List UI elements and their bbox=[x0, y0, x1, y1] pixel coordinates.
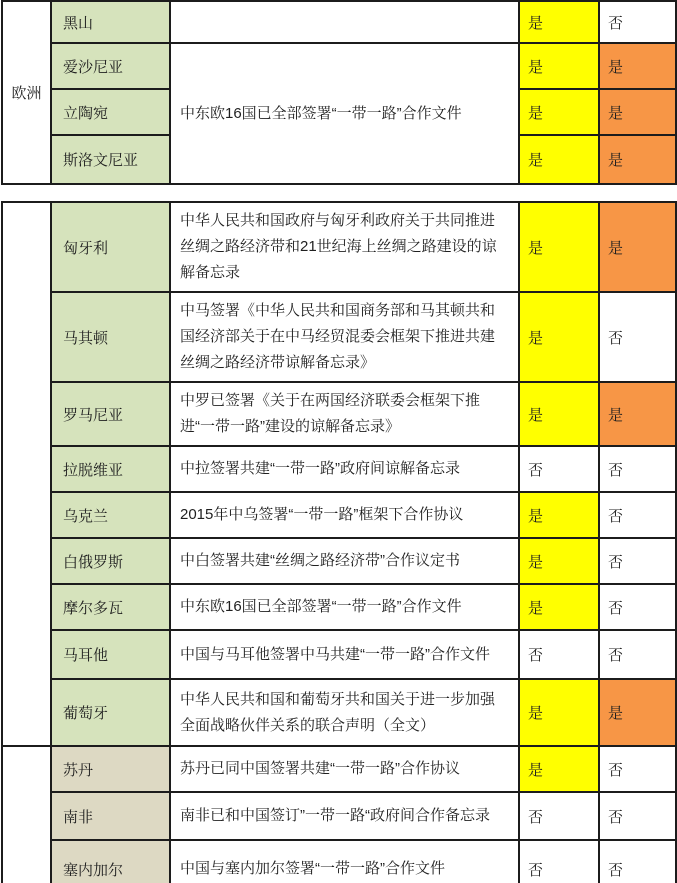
flag1-cell: 是 bbox=[519, 538, 599, 584]
country-cell: 南非 bbox=[51, 792, 170, 840]
table-row bbox=[2, 584, 676, 630]
table-row bbox=[2, 538, 676, 584]
country-cell: 斯洛文尼亚 bbox=[51, 135, 170, 184]
agreement-cell: 中国与塞内加尔签署“一带一路”合作文件 bbox=[170, 840, 519, 883]
flag2-cell: 否 bbox=[599, 538, 676, 584]
country-cell: 罗马尼亚 bbox=[51, 382, 170, 446]
flag2-cell: 否 bbox=[599, 746, 676, 792]
country-cell: 马其顿 bbox=[51, 292, 170, 382]
flag1-cell: 是 bbox=[519, 679, 599, 746]
table-row bbox=[2, 292, 676, 382]
country-cell: 摩尔多瓦 bbox=[51, 584, 170, 630]
country-cell: 爱沙尼亚 bbox=[51, 43, 170, 89]
agreement-cell: 苏丹已同中国签署共建“一带一路”合作协议 bbox=[170, 746, 519, 792]
country-cell: 匈牙利 bbox=[51, 202, 170, 292]
flag1-cell: 否 bbox=[519, 840, 599, 883]
agreement-cell: 中国与马耳他签署中马共建“一带一路”合作文件 bbox=[170, 630, 519, 679]
agreement-cell: 2015年中乌签署“一带一路”框架下合作协议 bbox=[170, 492, 519, 538]
flag2-cell: 否 bbox=[599, 630, 676, 679]
flag2-cell: 否 bbox=[599, 492, 676, 538]
table-row bbox=[2, 492, 676, 538]
country-cell: 立陶宛 bbox=[51, 89, 170, 135]
flag2-cell: 是 bbox=[599, 382, 676, 446]
table-row bbox=[2, 679, 676, 746]
flag2-cell: 否 bbox=[599, 1, 676, 43]
country-cell: 黑山 bbox=[51, 1, 170, 43]
flag1-cell: 是 bbox=[519, 135, 599, 184]
table-row bbox=[2, 746, 676, 792]
region-cell-europe: 欧洲 bbox=[2, 1, 51, 184]
belt-road-table-lower bbox=[1, 201, 677, 883]
flag2-cell: 否 bbox=[599, 840, 676, 883]
flag2-cell: 否 bbox=[599, 292, 676, 382]
country-cell: 塞内加尔 bbox=[51, 840, 170, 883]
table-row bbox=[2, 202, 676, 292]
flag1-cell: 否 bbox=[519, 630, 599, 679]
belt-road-table-upper bbox=[1, 0, 677, 185]
agreement-cell: 中白签署共建“丝绸之路经济带”合作议定书 bbox=[170, 538, 519, 584]
region-cell-africa bbox=[2, 746, 51, 883]
table-row bbox=[2, 630, 676, 679]
agreement-cell: 中华人民共和国和葡萄牙共和国关于进一步加强全面战略伙伴关系的联合声明（全文） bbox=[170, 679, 519, 746]
flag1-cell: 是 bbox=[519, 492, 599, 538]
flag1-cell: 否 bbox=[519, 792, 599, 840]
flag2-cell: 是 bbox=[599, 679, 676, 746]
flag2-cell: 否 bbox=[599, 792, 676, 840]
agreement-cell bbox=[170, 1, 519, 43]
flag1-cell: 是 bbox=[519, 584, 599, 630]
table-row bbox=[2, 792, 676, 840]
agreement-cell-merged: 中东欧16国已全部签署“一带一路”合作文件 bbox=[170, 43, 519, 184]
flag2-cell: 否 bbox=[599, 446, 676, 492]
flag1-cell: 否 bbox=[519, 446, 599, 492]
agreement-cell: 中拉签署共建“一带一路”政府间谅解备忘录 bbox=[170, 446, 519, 492]
country-cell: 拉脱维亚 bbox=[51, 446, 170, 492]
country-cell: 乌克兰 bbox=[51, 492, 170, 538]
agreement-cell: 中东欧16国已全部签署“一带一路”合作文件 bbox=[170, 584, 519, 630]
flag2-cell: 是 bbox=[599, 202, 676, 292]
flag1-cell: 是 bbox=[519, 292, 599, 382]
agreement-cell: 中华人民共和国政府与匈牙利政府关于共同推进丝绸之路经济带和21世纪海上丝绸之路建设的谅解备忘录 bbox=[170, 202, 519, 292]
flag1-cell: 是 bbox=[519, 746, 599, 792]
agreement-cell: 南非已和中国签订”一带一路“政府间合作备忘录 bbox=[170, 792, 519, 840]
agreement-cell: 中马签署《中华人民共和国商务部和马其顿共和国经济部关于在中马经贸混委会框架下推进共建丝绸之路经济带谅解备忘录》 bbox=[170, 292, 519, 382]
flag1-cell: 是 bbox=[519, 43, 599, 89]
table-row bbox=[2, 1, 676, 43]
flag2-cell: 否 bbox=[599, 584, 676, 630]
agreement-cell: 中罗已签署《关于在两国经济联委会框架下推进“一带一路”建设的谅解备忘录》 bbox=[170, 382, 519, 446]
flag2-cell: 是 bbox=[599, 89, 676, 135]
table-row bbox=[2, 43, 676, 89]
country-cell: 白俄罗斯 bbox=[51, 538, 170, 584]
flag1-cell: 是 bbox=[519, 382, 599, 446]
country-cell: 马耳他 bbox=[51, 630, 170, 679]
flag1-cell: 是 bbox=[519, 89, 599, 135]
table-row bbox=[2, 382, 676, 446]
region-cell-europe-cont bbox=[2, 202, 51, 746]
flag2-cell: 是 bbox=[599, 43, 676, 89]
country-cell: 葡萄牙 bbox=[51, 679, 170, 746]
table-row bbox=[2, 446, 676, 492]
table-row bbox=[2, 840, 676, 883]
flag2-cell: 是 bbox=[599, 135, 676, 184]
flag1-cell: 是 bbox=[519, 1, 599, 43]
flag1-cell: 是 bbox=[519, 202, 599, 292]
country-cell: 苏丹 bbox=[51, 746, 170, 792]
